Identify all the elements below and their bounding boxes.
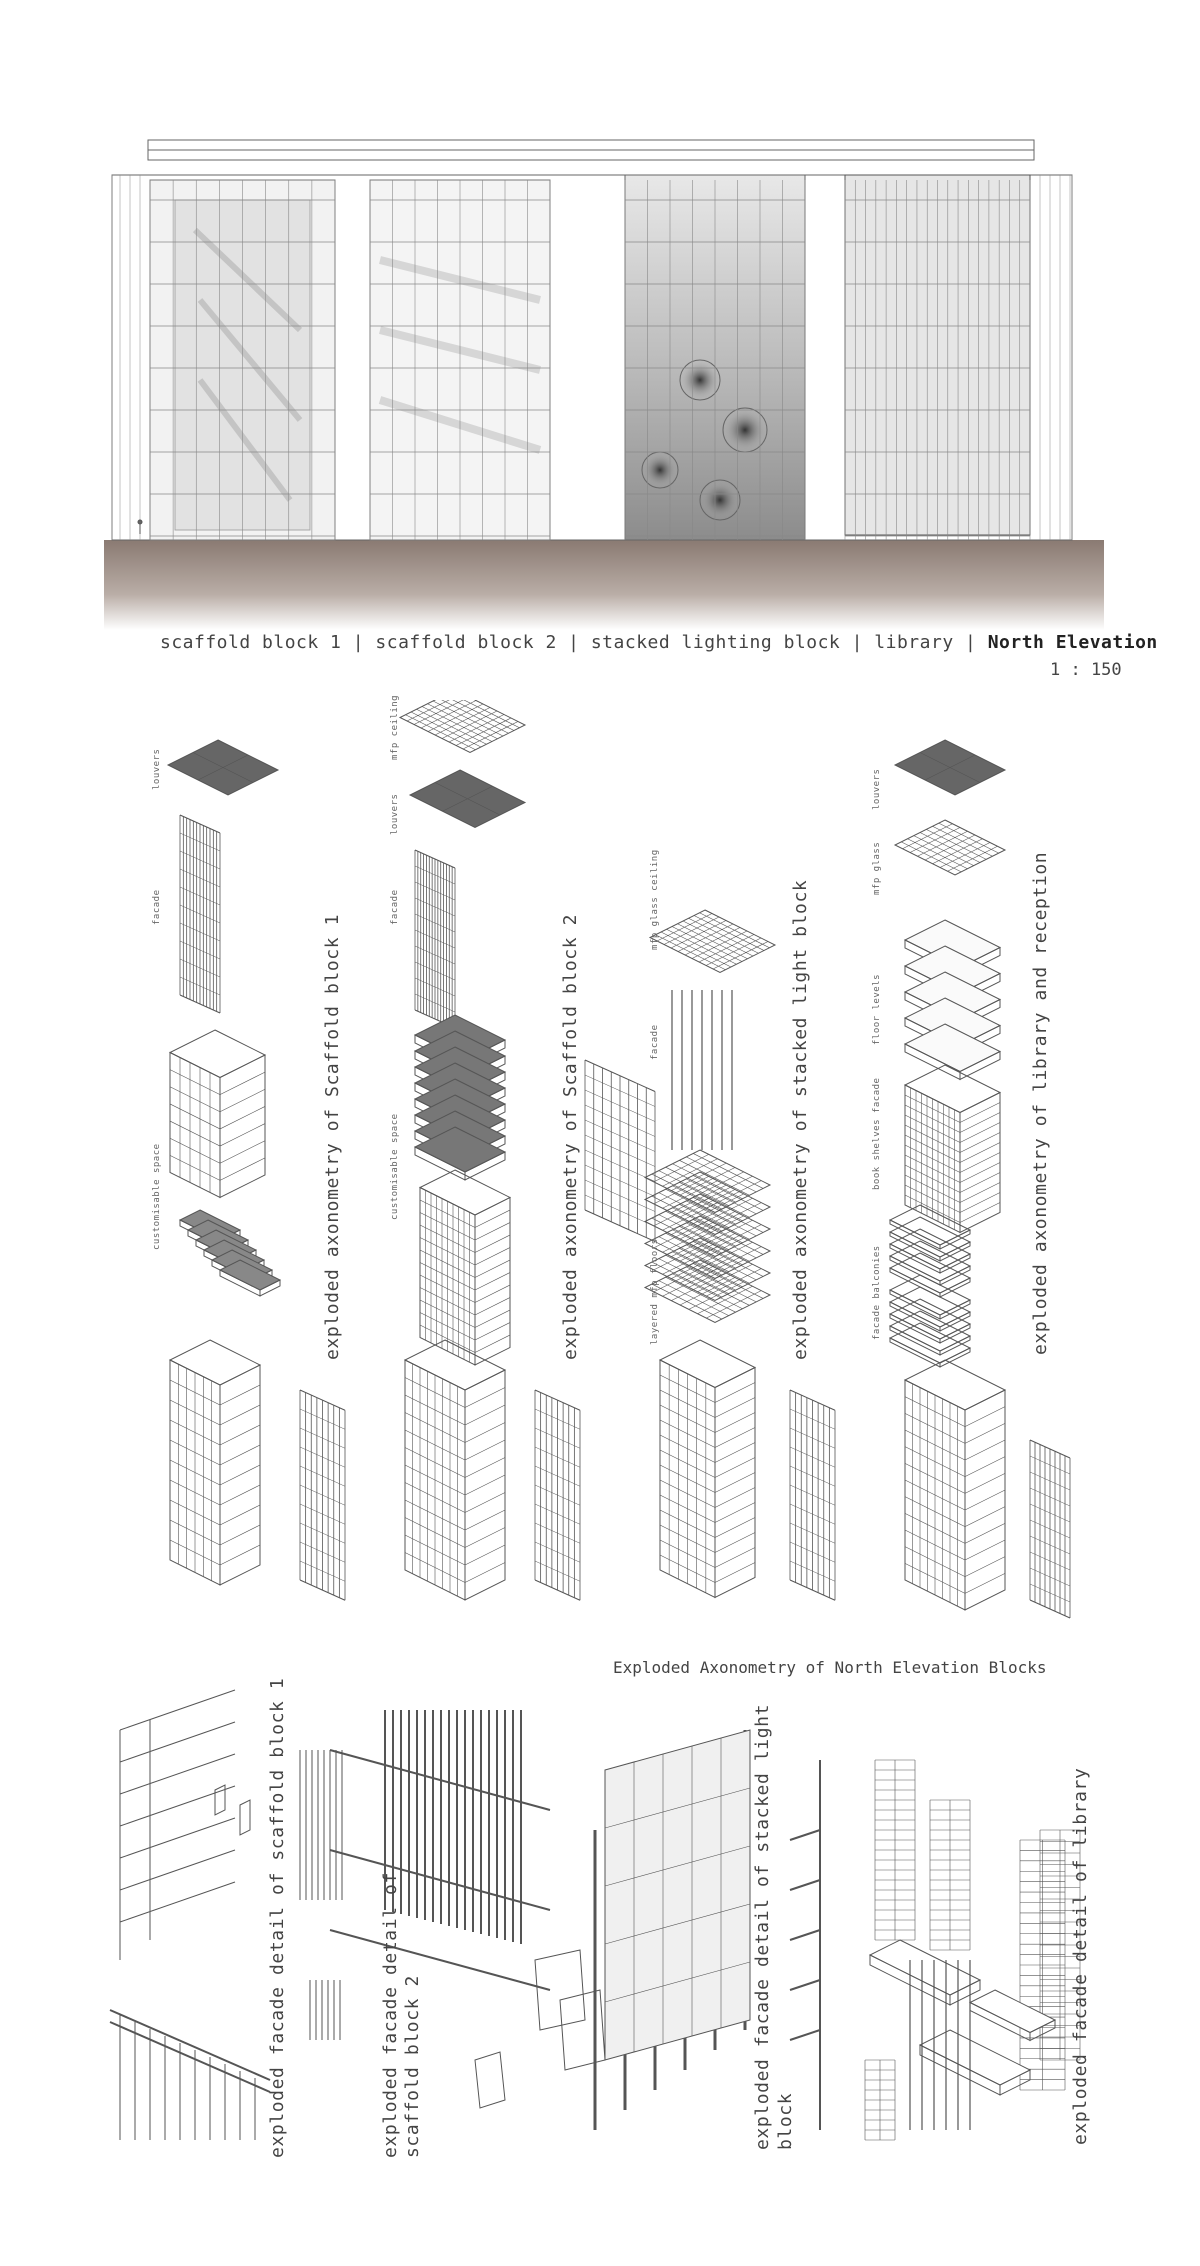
title-axo-block-4: exploded axonometry of library and reception bbox=[1030, 851, 1051, 1355]
title-axo-block-3: exploded axonometry of stacked light block bbox=[790, 879, 811, 1360]
label-scaffold-block-1: scaffold block 1 bbox=[160, 632, 342, 653]
label-mfp-glass: mfp glass bbox=[872, 841, 882, 895]
title-axo-block-1: exploded axonometry of Scaffold block 1 bbox=[322, 913, 343, 1360]
label-facade-1: facade bbox=[152, 889, 162, 925]
section-title: Exploded Axonometry of North Elevation Blocks bbox=[613, 1658, 1047, 1677]
separator: | bbox=[352, 632, 365, 653]
scale-figure bbox=[138, 520, 142, 534]
separator: | bbox=[965, 632, 977, 653]
label-louvers-1: louvers bbox=[152, 748, 162, 790]
label-customisable-space-2: customisable space bbox=[390, 1113, 400, 1220]
label-library: library bbox=[874, 632, 954, 653]
facade-detail-drawings bbox=[0, 1660, 1200, 2180]
north-elevation-drawing bbox=[0, 0, 1200, 720]
label-mfp-ceiling-2: mfp ceiling bbox=[390, 694, 400, 760]
label-book-shelves-facade: book shelves facade bbox=[872, 1077, 882, 1190]
title-detail-3a: exploded facade detail of stacked light bbox=[752, 1703, 773, 2150]
label-floor-levels: floor levels bbox=[872, 973, 882, 1045]
elevation-title: North Elevation bbox=[987, 632, 1158, 653]
label-louvers-2: louvers bbox=[390, 793, 400, 835]
label-scaffold-block-2: scaffold block 2 bbox=[375, 632, 557, 653]
exploded-axonometry-drawings bbox=[0, 700, 1200, 1620]
elevation-scale: 1 : 150 bbox=[1050, 660, 1122, 680]
title-detail-2b: scaffold block 2 bbox=[402, 1975, 423, 2158]
label-louvers-4: louvers bbox=[872, 768, 882, 810]
title-detail-3b: block bbox=[775, 2092, 796, 2150]
label-facade-2: facade bbox=[390, 889, 400, 925]
title-axo-block-2: exploded axonometry of Scaffold block 2 bbox=[560, 913, 581, 1360]
title-detail-2a: exploded facade detail of bbox=[380, 1872, 401, 2158]
label-customisable-space-1: customisable space bbox=[152, 1143, 162, 1250]
separator: | bbox=[568, 632, 580, 653]
separator: | bbox=[851, 632, 863, 653]
label-facade-balconies: facade balconies bbox=[872, 1245, 882, 1340]
label-stacked-lighting-block: stacked lighting block bbox=[590, 632, 841, 653]
elevation-caption bbox=[160, 632, 1158, 653]
ground bbox=[104, 540, 1104, 630]
title-detail-1: exploded facade detail of scaffold block 1 bbox=[267, 1677, 288, 2158]
label-layered-mfp-floors: layered mfp floors bbox=[650, 1238, 660, 1345]
label-facade-3: facade bbox=[650, 1024, 660, 1060]
label-mfp-glass-ceiling: mfp glass ceiling bbox=[650, 849, 660, 950]
title-detail-4: exploded facade detail of library bbox=[1070, 1767, 1091, 2145]
